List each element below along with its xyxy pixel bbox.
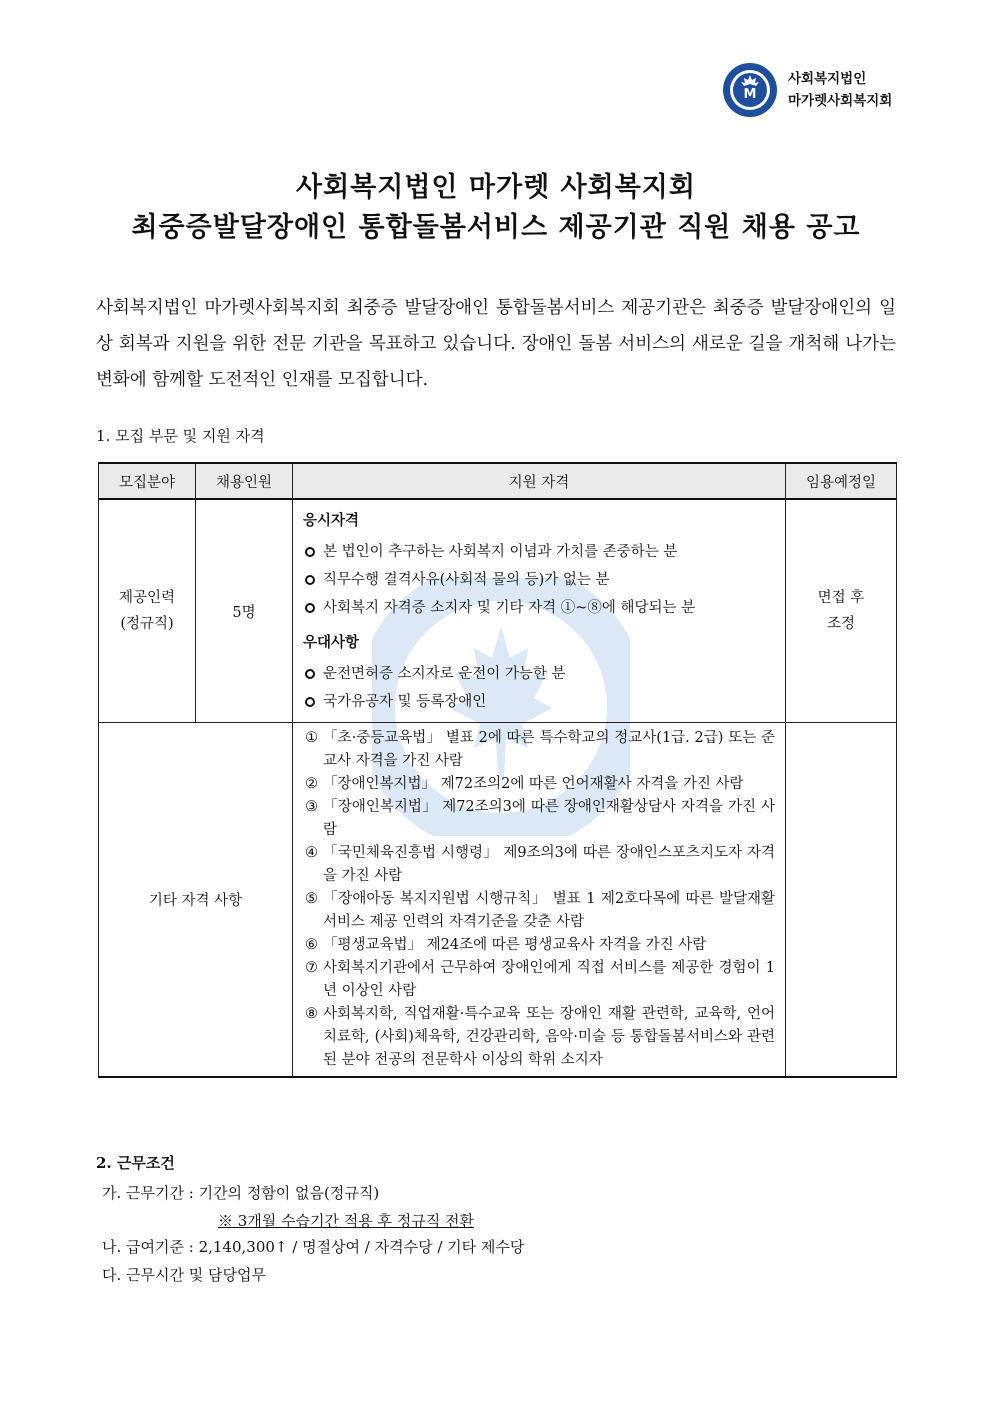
list-item bbox=[305, 842, 775, 888]
org-name-line1: 사회복지법인 bbox=[788, 71, 867, 87]
circle-bullet-icon bbox=[305, 697, 315, 707]
list-item bbox=[305, 957, 775, 1003]
work-period: 가. 근무기간 : 기간의 정함이 없음(정규직) bbox=[102, 1184, 380, 1202]
intro-paragraph: 사회복지법인 마가렛사회복지회 최중증 발달장애인 통합돌봄서비스 제공기관은 최중증 발달장애인의 일상 회복과 지원을 위한 전문 기관을 목표하고 있습니다. 장애인 돌봄 서비스의 새로운 길을 개척해 나가는 변화에 함께할 도전적인 인재를 모집합니다. bbox=[96, 298, 896, 390]
table-header-cell: 임용예정일 bbox=[786, 463, 897, 499]
list-item-text: 본 법인이 추구하는 사회복지 이념과 가치를 존중하는 분 bbox=[323, 544, 678, 560]
list-item-text: 「장애인복지법」 제72조의2에 따른 언어재활사 자격을 가진 사람 bbox=[323, 776, 744, 792]
table-row bbox=[99, 499, 897, 723]
foundation-logo bbox=[722, 62, 778, 118]
list-item bbox=[305, 727, 775, 773]
item-number: ⑦ bbox=[305, 960, 318, 976]
list-item-text: 「평생교육법」 제24조에 따른 평생교육사 자격을 가진 사람 bbox=[323, 937, 707, 953]
list-item-text: 국가유공자 및 등록장애인 bbox=[323, 694, 487, 710]
table-row bbox=[99, 723, 897, 1078]
start-line2: 조정 bbox=[826, 616, 855, 632]
list-item bbox=[305, 1003, 775, 1072]
list-item-text: 「장애인복지법」 제72조의3에 따른 장애인재활상담사 자격을 가진 사람 bbox=[323, 799, 775, 838]
item-number: ② bbox=[305, 776, 318, 792]
list-item bbox=[303, 660, 775, 688]
list-item-text: 「초·중등교육법」 별표 2에 따른 특수학교의 정교사(1급. 2급) 또는 준교사 자격을 가진 사람 bbox=[323, 730, 775, 769]
list-item bbox=[303, 566, 775, 594]
circle-bullet-icon bbox=[305, 575, 315, 585]
org-name-line2: 마가렛사회복지회 bbox=[788, 93, 893, 109]
list-item bbox=[305, 796, 775, 842]
title-line2: 최중증발달장애인 통합돌봄서비스 제공기관 직원 채용 공고 bbox=[131, 212, 861, 243]
table-header-cell: 채용인원 bbox=[196, 463, 293, 499]
other-qual-label-cell: 기타 자격 사항 bbox=[99, 723, 293, 1078]
section-heading-1: 1. 모집 부문 및 지원 자격 bbox=[96, 427, 265, 445]
list-item bbox=[303, 594, 775, 622]
table-header-cell: 지원 자격 bbox=[293, 463, 786, 499]
item-number: ④ bbox=[305, 845, 318, 861]
list-item-text: 운전면허증 소지자로 운전이 가능한 분 bbox=[323, 666, 566, 682]
circle-bullet-icon bbox=[305, 669, 315, 679]
list-item bbox=[303, 688, 775, 716]
list-item bbox=[305, 888, 775, 934]
list-item-text: 직무수행 결격사유(사회적 물의 등)가 없는 분 bbox=[323, 572, 610, 588]
item-number: ⑧ bbox=[305, 1006, 318, 1022]
field-line1: 제공인력 bbox=[118, 590, 176, 606]
list-item bbox=[305, 934, 775, 957]
list-item bbox=[305, 773, 775, 796]
list-item-text: 「국민체육진흥법 시행령」 제9조의3에 따른 장애인스포츠지도자 자격을 가진 사람 bbox=[323, 845, 775, 884]
title-line1: 사회복지법인 마가렛 사회복지회 bbox=[296, 172, 696, 203]
recruitment-table bbox=[98, 462, 897, 1078]
list-item-text: 사회복지 자격증 소지자 및 기타 자격 ①~⑧에 해당되는 분 bbox=[323, 600, 696, 616]
item-number: ① bbox=[305, 730, 318, 746]
probation-note: ※ 3개월 수습기간 적용 후 정규직 전환 bbox=[218, 1212, 475, 1230]
preference-heading: 우대사항 bbox=[303, 634, 360, 651]
other-qual-cell bbox=[293, 723, 786, 1078]
item-number: ⑤ bbox=[305, 891, 318, 907]
count-cell: 5명 bbox=[196, 499, 293, 723]
qualification-cell bbox=[293, 499, 786, 723]
table-header-cell: 모집분야 bbox=[99, 463, 196, 499]
qualification-heading: 응시자격 bbox=[303, 512, 360, 529]
table-header-row bbox=[99, 463, 897, 499]
list-item-text: 사회복지학, 직업재활·특수교육 또는 장애인 재활 관련학, 교육학, 언어치료학, (사회)체육학, 건강관리학, 음악·미술 등 통합돌봄서비스와 관련된 분야 전공의 전문학사 이상의 학위 소지자 bbox=[323, 1006, 775, 1068]
circle-bullet-icon bbox=[305, 603, 315, 613]
page-title bbox=[0, 168, 992, 248]
circle-bullet-icon bbox=[305, 547, 315, 557]
start-line1: 면접 후 bbox=[817, 590, 865, 606]
salary-info: 나. 급여기준 : 2,140,300↑ / 명절상여 / 자격수당 / 기타 제수당 bbox=[102, 1238, 525, 1256]
field-cell bbox=[99, 499, 196, 723]
item-number: ⑥ bbox=[305, 937, 318, 953]
org-name bbox=[788, 68, 892, 112]
list-item bbox=[303, 538, 775, 566]
field-line2: (정규직) bbox=[120, 616, 174, 632]
empty-cell bbox=[786, 723, 897, 1078]
svg-text:M: M bbox=[743, 87, 757, 102]
item-number: ③ bbox=[305, 799, 318, 815]
section-heading-2: 2. 근무조건 bbox=[96, 1154, 175, 1172]
work-hours: 다. 근무시간 및 담당업무 bbox=[102, 1266, 266, 1284]
list-item-text: 「장애아동 복지지원법 시행규칙」 별표 1 제2호다목에 따른 발달재활서비스 제공 인력의 자격기준을 갖춘 사람 bbox=[323, 891, 775, 930]
list-item-text: 사회복지기관에서 근무하여 장애인에게 직접 서비스를 제공한 경험이 1년 이상인 사람 bbox=[323, 960, 775, 999]
start-date-cell bbox=[786, 499, 897, 723]
